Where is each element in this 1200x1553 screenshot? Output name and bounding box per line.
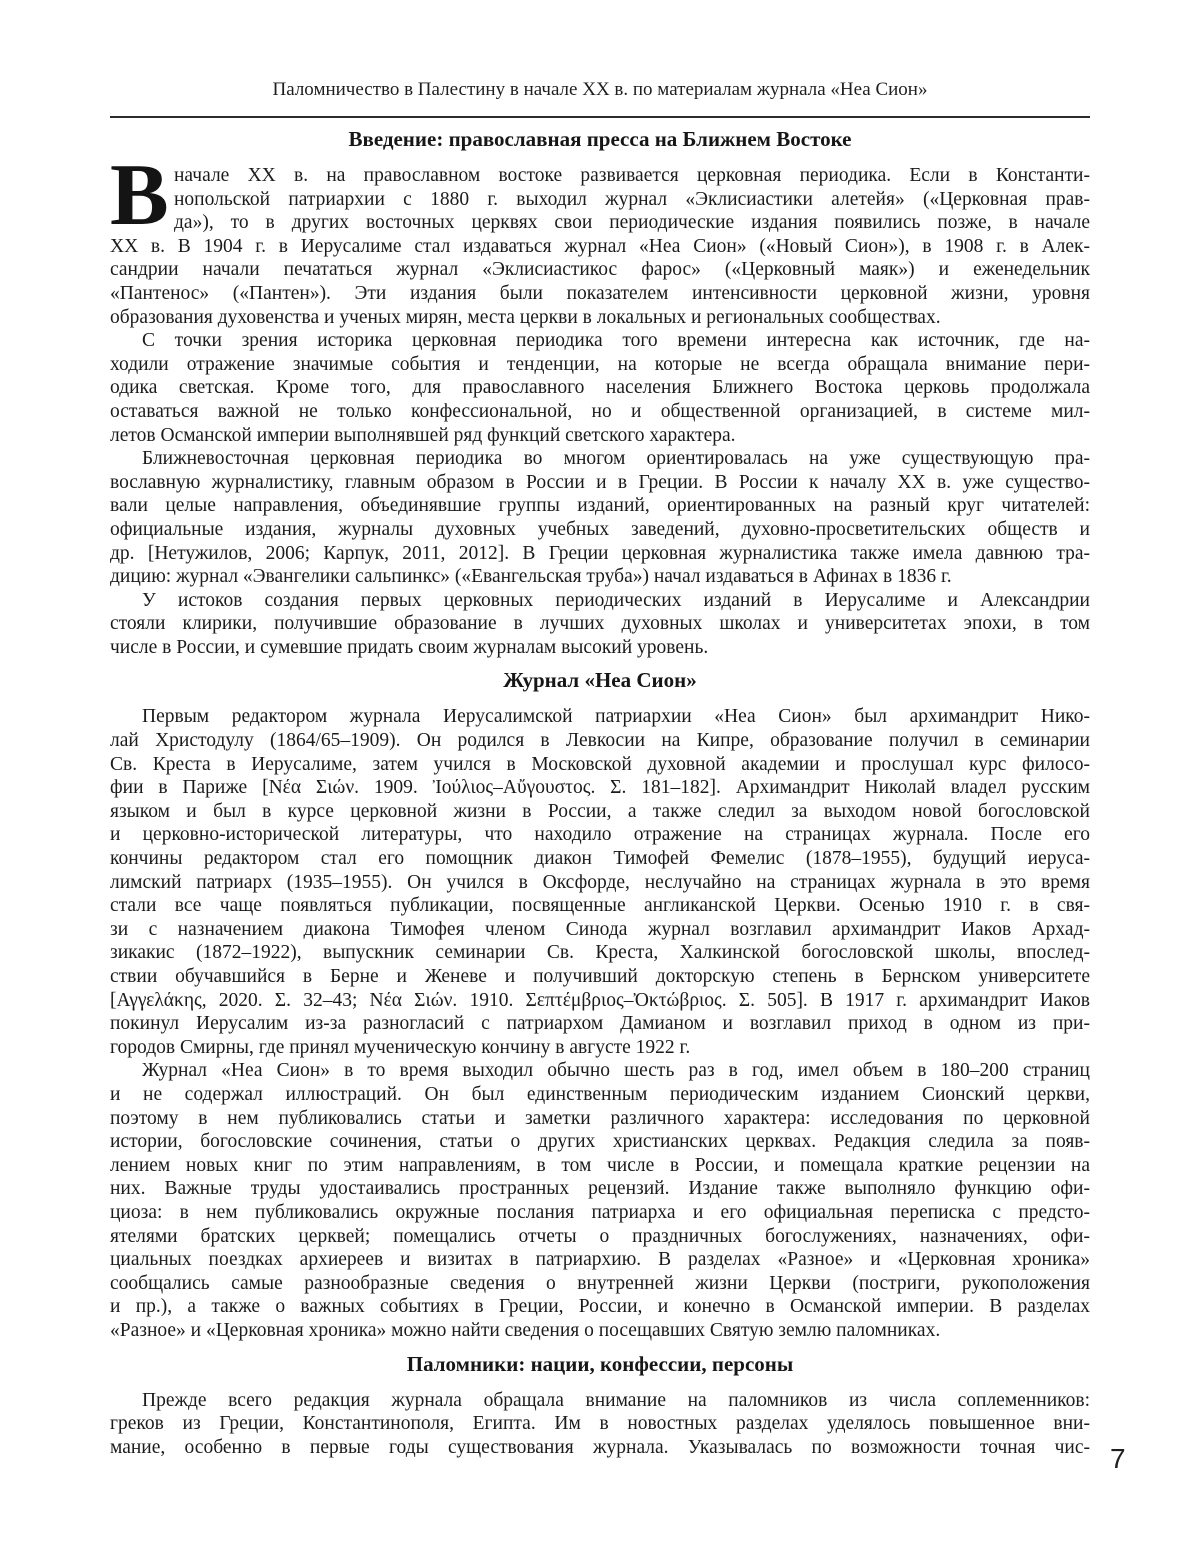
text-line: «Пантенос» («Пантен»). Эти издания были показателем интенсивности церковной жизни, уровня [110,282,1090,304]
text-line: стояли клирики, получившие образование в лучших духовных школах и университетах эпохи, в том [110,613,1090,635]
text-line: ходили отражение значимые события и тенденции, на которые не всегда обращала внимание пери- [110,353,1090,375]
paragraph [110,705,1090,1059]
text-line: лением новых книг по этим направлениям, в том числе в России, и помещала краткие рецензии на [110,1154,1090,1176]
text-line: них. Важные труды удостаивались пространных рецензий. Издание также выполняло функцию офи- [110,1178,1090,1200]
text-line: вославную журналистику, главным образом в России и в Греции. В России к началу XX в. уже существо- [110,471,1090,493]
paragraph [110,589,1090,660]
page-number: 7 [1110,1443,1126,1474]
text-line: ятелями братских церквей; помещались отчеты о праздничных богослужениях, назначениях, офи- [110,1225,1090,1247]
text-line: мание, особенно в первые годы существования журнала. Указывалась по возможности точная чис- [110,1436,1090,1458]
text-line: XX в. В 1904 г. в Иерусалиме стал издаваться журнал «Неа Сион» («Новый Сион»), в 1908 г. в Алек- [110,235,1090,257]
text-line: Прежде всего редакция журнала обращала внимание на паломников из числа соплеменников: [142,1389,1090,1411]
text-line: циальных поездках архиереев и визитах в патриархию. В разделах «Разное» и «Церковная хроника» [110,1249,1090,1271]
section-heading: Введение: православная пресса на Ближнем Востоке [348,127,852,151]
text-line: лимский патриарх (1935–1955). Он учился в Оксфорде, неслучайно на страницах журнала в это время [110,871,1090,893]
text-line: вали целые направления, объединявшие группы изданий, ориентированных на разный круг читателей: [110,495,1090,517]
text-line: официальные издания, журналы духовных учебных заведений, духовно-просветительских обществ и [110,518,1090,540]
text-line: др. [Нетужилов, 2006; Карпук, 2011, 2012]. В Греции церковная журналистика также имела давнюю тра- [110,542,1090,564]
text-line: числе в России, и сумевшие придать своим журналам высокий уровень. [110,636,709,658]
text-line: сообщались самые разнообразные сведения о внутренней жизни Церкви (постриги, рукоположения [110,1272,1090,1294]
text-line: городов Смирны, где принял мученическую кончину в августе 1922 г. [110,1036,691,1058]
text-line: летов Османской империи выполнявшей ряд функций светского характера. [110,424,736,446]
text-line: [Αγγελάκης, 2020. Σ. 32–43; Νέα Σιών. 1910. Σεπτέμβριος–Ὀκτώβριος. Σ. 505]. В 1917 г. архимандрит Иаков [110,989,1090,1011]
text-line: сандрии начали печататься журнал «Эклисиастикос фарос» («Церковный маяк») и еженедельник [110,259,1090,281]
paragraph [110,147,1090,329]
text-line: нопольской патриархии с 1880 г. выходил журнал «Эклисиастики алетейя» («Церковная прав- [174,188,1090,210]
running-head: Паломничество в Палестину в начале XX в. по материалам журнала «Неа Сион» [272,79,928,100]
text-line: да»), то в других восточных церквях свои периодические издания появились позже, в начале [174,212,1090,234]
text-line: греков из Греции, Константинополя, Египта. Им в новостных разделах уделялось повышенное вни- [110,1413,1090,1435]
text-line: Первым редактором журнала Иерусалимской патриархии «Неа Сион» был архимандрит Нико- [142,706,1090,728]
text-line: покинул Иерусалим из-за разногласий с патриархом Дамианом и возглавил приход в одном из при- [110,1013,1090,1035]
section-heading: Паломники: нации, конфессии, персоны [406,1351,794,1376]
text-line: начале XX в. на православном востоке развивается церковная периодика. Если в Константи- [174,165,1090,186]
paragraph [110,447,1090,589]
section-heading: Журнал «Неа Сион» [503,668,697,693]
text-line: истории, богословские сочинения, статьи о других христианских церквах. Редакция следила за появ- [110,1131,1090,1153]
drop-cap: В [110,147,169,244]
text-line: и пр.), а также о важных событиях в Греции, России, и конечно в Османской империи. В разделах [110,1296,1090,1318]
text-line: У истоков создания первых церковных периодических изданий в Иерусалиме и Александрии [142,589,1090,611]
text-line: зикакис (1872–1922), выпускник семинарии Св. Креста, Халкинской богословской школы, впослед- [110,942,1090,964]
article-body [110,127,1090,1459]
text-line: и не содержал иллюстраций. Он был единственным периодическим изданием Сионский церкви, [110,1083,1090,1105]
text-line: поэтому в нем публиковались статьи и заметки различного характера: исследования по церковной [110,1107,1090,1129]
text-line: и церковно-исторической литературы, что находило отражение на страницах журнала. После его [110,824,1090,846]
text-line: фии в Париже [Νέα Σιών. 1909. Ἰούλιος–Αὔγουστος. Σ. 181–182]. Архимандрит Николай владел русским [110,777,1090,799]
text-line: С точки зрения историка церковная периодика того времени интересна как источник, где на- [142,330,1090,352]
text-line: стали все чаще появляться публикации, посвященные англиканской Церкви. Осенью 1910 г. в свя- [110,895,1090,917]
text-line: «Разное» и «Церковная хроника» можно найти сведения о посещавших Святую землю паломниках. [110,1319,941,1341]
text-line: кончины редактором стал его помощник диакон Тимофей Фемелис (1878–1955), будущий иеруса- [110,848,1090,870]
paragraph [110,1389,1090,1460]
header-rule [110,116,1090,118]
paragraph [110,1059,1090,1342]
text-line: Ближневосточная церковная периодика во многом ориентировалась на уже существующую пра- [142,448,1090,470]
text-line: Журнал «Неа Сион» в то время выходил обычно шесть раз в год, имел объем в 180–200 страниц [142,1060,1090,1082]
text-line: дицию: журнал «Эвангелики сальпинкс» («Евангельская труба») начал издаваться в Афинах в 1836 г. [110,566,952,588]
text-line: зи с назначением диакона Тимофея членом Синода журнал возглавил архимандрит Иаков Архад- [110,918,1090,940]
text-line: языком и был в курсе церковной жизни в России, а также следил за выходом новой богословской [110,800,1090,822]
text-line: циоза: в нем публиковались окружные послания патриарха и его официальная переписка с предсто- [110,1201,1090,1223]
text-line: оставаться важной не только конфессиональной, но и общественной организацией, в системе мил- [110,400,1090,422]
paragraph [110,329,1090,447]
text-line: лай Христодулу (1864/65–1909). Он родился в Левкосии на Кипре, образование получил в семинарии [110,730,1090,752]
text-line: ствии обучавшийся в Берне и Женеве и получивший докторскую степень в Бернском университете [110,966,1090,987]
text-line: одика светская. Кроме того, для православного населения Ближнего Востока церковь продолжала [110,377,1090,399]
text-line: Св. Креста в Иерусалиме, затем учился в Московской духовной академии и прослушал курс филосо- [110,753,1090,775]
text-line: образования духовенства и ученых мирян, места церкви в локальных и региональных сообществах. [110,306,941,328]
